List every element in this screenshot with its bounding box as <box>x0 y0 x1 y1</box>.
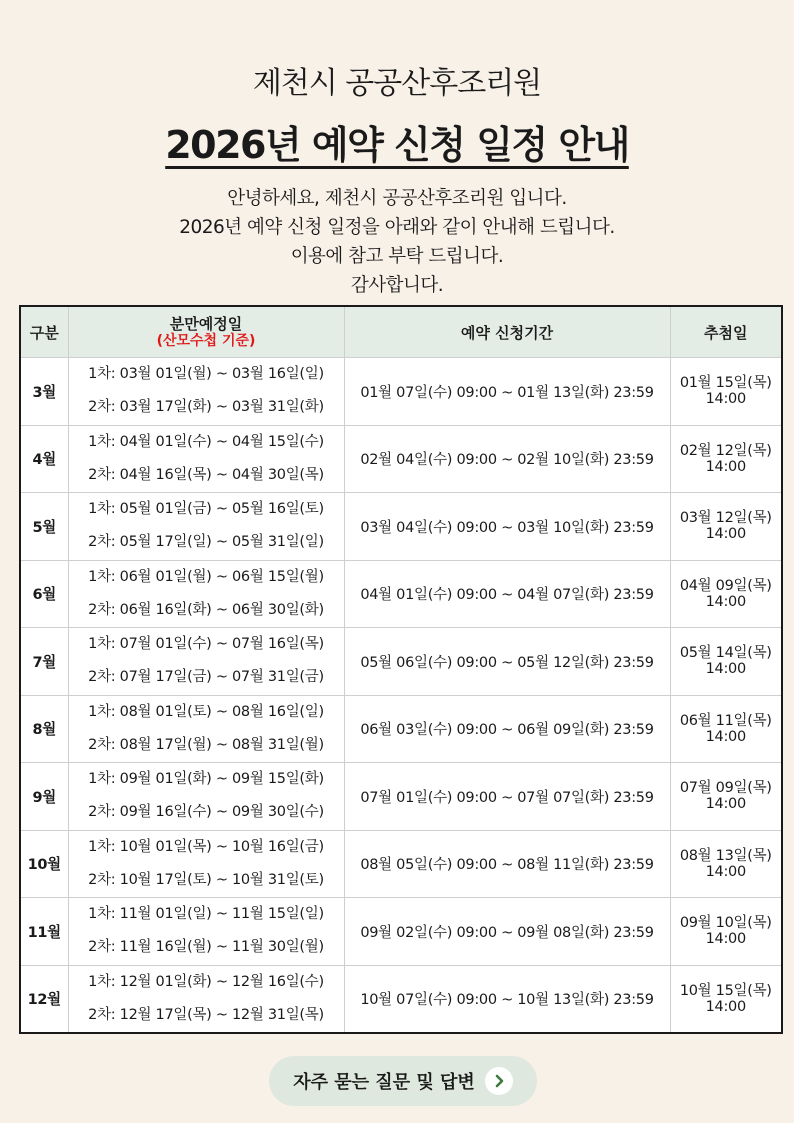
draw-cell <box>670 425 782 493</box>
draw-time: 14:00 <box>705 728 746 745</box>
table-row <box>20 358 782 426</box>
period-cell: 09월 02일(수) 09:00 ~ 09월 08일(화) 23:59 <box>344 898 670 966</box>
first-round: 1차: 07월 01일(수) ~ 07월 16일(목) <box>88 636 324 653</box>
first-round: 1차: 08월 01일(토) ~ 08월 16일(일) <box>88 703 324 720</box>
draw-cell <box>670 695 782 763</box>
table-row <box>20 425 782 493</box>
draw-cell <box>670 898 782 966</box>
draw-date: 07월 09일(목) <box>679 780 772 797</box>
first-round: 1차: 12월 01일(화) ~ 12월 16일(수) <box>88 973 324 990</box>
draw-cell <box>670 965 782 1033</box>
second-round: 2차: 09월 16일(수) ~ 09월 30일(수) <box>88 804 324 821</box>
birth-range-cell <box>68 425 344 493</box>
faq-button[interactable] <box>269 1056 537 1106</box>
schedule-table <box>19 305 783 1034</box>
draw-date: 02월 12일(목) <box>679 442 772 459</box>
period-cell: 02월 04일(수) 09:00 ~ 02월 10일(화) 23:59 <box>344 425 670 493</box>
birth-range-cell <box>68 695 344 763</box>
header-draw: 추첨일 <box>670 306 782 358</box>
draw-time: 14:00 <box>705 526 746 543</box>
draw-time: 14:00 <box>705 391 746 408</box>
first-round: 1차: 05월 01일(금) ~ 05월 16일(토) <box>88 501 324 518</box>
headline-wrap <box>0 114 794 169</box>
header-category: 구분 <box>20 306 68 358</box>
draw-cell <box>670 830 782 898</box>
header-period: 예약 신청기간 <box>344 306 670 358</box>
intro-line: 이용에 참고 부탁 드립니다. <box>290 246 504 267</box>
birth-range-cell <box>68 763 344 831</box>
second-round: 2차: 04월 16일(목) ~ 04월 30일(목) <box>88 466 324 483</box>
birth-range-cell <box>68 898 344 966</box>
draw-date: 09월 10일(목) <box>679 915 772 932</box>
birth-range-cell <box>68 965 344 1033</box>
second-round: 2차: 12월 17일(목) ~ 12월 31일(목) <box>88 1006 324 1023</box>
table-row <box>20 898 782 966</box>
table-header-row <box>20 306 782 358</box>
draw-cell <box>670 358 782 426</box>
draw-date: 06월 11일(목) <box>679 712 772 729</box>
table-row <box>20 695 782 763</box>
second-round: 2차: 11월 16일(월) ~ 11월 30일(월) <box>88 939 324 956</box>
second-round: 2차: 10월 17일(토) ~ 10월 31일(토) <box>88 871 324 888</box>
first-round: 1차: 09월 01일(화) ~ 09월 15일(화) <box>88 771 324 788</box>
month-cell: 9월 <box>20 763 68 831</box>
first-round: 1차: 11월 01일(일) ~ 11월 15일(일) <box>88 906 324 923</box>
table-row <box>20 493 782 561</box>
period-cell: 05월 06일(수) 09:00 ~ 05월 12일(화) 23:59 <box>344 628 670 696</box>
first-round: 1차: 04월 01일(수) ~ 04월 15일(수) <box>88 433 324 450</box>
period-cell: 07월 01일(수) 09:00 ~ 07월 07일(화) 23:59 <box>344 763 670 831</box>
second-round: 2차: 05월 17일(일) ~ 05월 31일(일) <box>88 534 324 551</box>
month-cell: 11월 <box>20 898 68 966</box>
table-row <box>20 763 782 831</box>
birth-range-cell <box>68 493 344 561</box>
draw-time: 14:00 <box>705 796 746 813</box>
draw-date: 08월 13일(목) <box>679 847 772 864</box>
birth-range-cell <box>68 560 344 628</box>
second-round: 2차: 07월 17일(금) ~ 07월 31일(금) <box>88 669 324 686</box>
month-cell: 8월 <box>20 695 68 763</box>
draw-time: 14:00 <box>705 931 746 948</box>
draw-time: 14:00 <box>705 661 746 678</box>
first-round: 1차: 03월 01일(월) ~ 03월 16일(일) <box>88 366 324 383</box>
second-round: 2차: 08월 17일(월) ~ 08월 31일(월) <box>88 736 324 753</box>
period-cell: 04월 01일(수) 09:00 ~ 04월 07일(화) 23:59 <box>344 560 670 628</box>
period-cell: 06월 03일(수) 09:00 ~ 06월 09일(화) 23:59 <box>344 695 670 763</box>
draw-date: 01월 15일(목) <box>679 375 772 392</box>
intro-text <box>0 184 794 300</box>
period-cell: 01월 07일(수) 09:00 ~ 01월 13일(화) 23:59 <box>344 358 670 426</box>
table-row <box>20 965 782 1033</box>
month-cell: 3월 <box>20 358 68 426</box>
month-cell: 4월 <box>20 425 68 493</box>
month-cell: 6월 <box>20 560 68 628</box>
draw-time: 14:00 <box>705 998 746 1015</box>
draw-date: 05월 14일(목) <box>679 645 772 662</box>
period-cell: 08월 05일(수) 09:00 ~ 08월 11일(화) 23:59 <box>344 830 670 898</box>
second-round: 2차: 06월 16일(화) ~ 06월 30일(화) <box>88 601 324 618</box>
draw-time: 14:00 <box>705 593 746 610</box>
month-cell: 12월 <box>20 965 68 1033</box>
table-row <box>20 560 782 628</box>
draw-date: 04월 09일(목) <box>679 577 772 594</box>
month-cell: 5월 <box>20 493 68 561</box>
org-title: 제천시 공공산후조리원 <box>252 66 542 101</box>
draw-cell <box>670 763 782 831</box>
second-round: 2차: 03월 17일(화) ~ 03월 31일(화) <box>88 399 324 416</box>
draw-cell <box>670 493 782 561</box>
intro-line: 안녕하세요, 제천시 공공산후조리원 입니다. <box>227 188 567 209</box>
table-row <box>20 830 782 898</box>
draw-time: 14:00 <box>705 863 746 880</box>
intro-line: 2026년 예약 신청 일정을 아래와 같이 안내해 드립니다. <box>179 217 615 238</box>
birth-range-cell <box>68 830 344 898</box>
header-birth-main: 분만예정일 <box>169 314 243 333</box>
first-round: 1차: 10월 01일(목) ~ 10월 16일(금) <box>88 838 324 855</box>
birth-range-cell <box>68 628 344 696</box>
draw-cell <box>670 628 782 696</box>
page-title: 2026년 예약 신청 일정 안내 <box>165 123 629 167</box>
draw-time: 14:00 <box>705 458 746 475</box>
draw-date: 03월 12일(목) <box>679 510 772 527</box>
header-birth-date <box>68 306 344 358</box>
faq-button-label: 자주 묻는 질문 및 답변 <box>293 1072 475 1093</box>
first-round: 1차: 06월 01일(월) ~ 06월 15일(월) <box>88 568 324 585</box>
table-row <box>20 628 782 696</box>
month-cell: 10월 <box>20 830 68 898</box>
chevron-right-icon <box>485 1067 513 1095</box>
month-cell: 7월 <box>20 628 68 696</box>
period-cell: 10월 07일(수) 09:00 ~ 10월 13일(화) 23:59 <box>344 965 670 1033</box>
intro-line: 감사합니다. <box>350 275 444 296</box>
draw-cell <box>670 560 782 628</box>
period-cell: 03월 04일(수) 09:00 ~ 03월 10일(화) 23:59 <box>344 493 670 561</box>
header-birth-sub: (산모수첩 기준) <box>156 332 256 349</box>
draw-date: 10월 15일(목) <box>679 982 772 999</box>
birth-range-cell <box>68 358 344 426</box>
